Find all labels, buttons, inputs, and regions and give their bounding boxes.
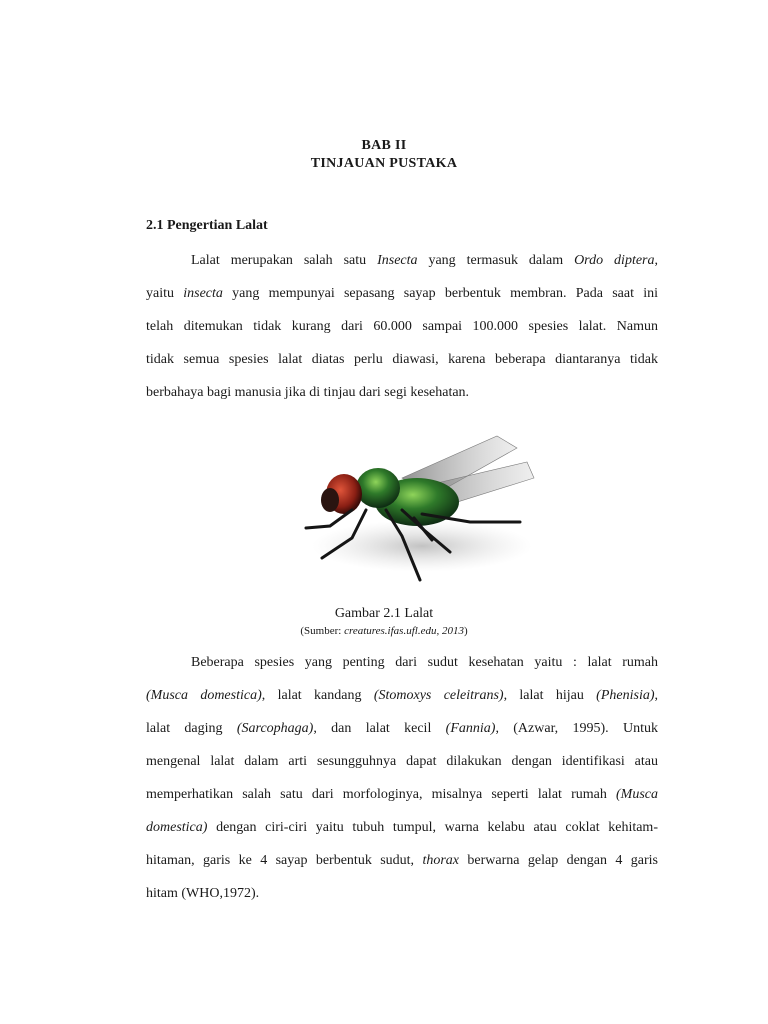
chapter-number: BAB II <box>361 138 407 153</box>
figure-source: (Sumber: creatures.ifas.ufl.edu, 2013) <box>300 625 468 637</box>
chapter-title: TINJAUAN PUSTAKA <box>310 156 458 171</box>
text-line: memperhatikan salah satu dari morfologinya, misalnya seperti lalat rumah (Musca <box>146 787 658 802</box>
text-line: hitaman, garis ke 4 sayap berbentuk sudut, thorax berwarna gelap dengan 4 garis <box>146 853 658 868</box>
text-line: yaitu insecta yang mempunyai sepasang sayap berbentuk membran. Pada saat ini <box>146 286 658 301</box>
paragraph-2 <box>146 646 658 910</box>
text-line: lalat daging (Sarcophaga), dan lalat kecil (Fannia), (Azwar, 1995). Untuk <box>146 721 658 736</box>
section-heading: 2.1 Pengertian Lalat <box>146 218 268 233</box>
text-line: mengenal lalat dalam arti sesungguhnya dapat dilakukan dengan identifikasi atau <box>146 754 658 769</box>
text-line: telah ditemukan tidak kurang dari 60.000 sampai 100.000 spesies lalat. Namun <box>146 319 658 334</box>
text-line: hitam (WHO,1972). <box>146 886 260 901</box>
text-line: berbahaya bagi manusia jika di tinjau dari segi kesehatan. <box>146 385 470 400</box>
text-line: Lalat merupakan salah satu Insecta yang termasuk dalam Ordo diptera, <box>191 253 658 268</box>
text-line: Beberapa spesies yang penting dari sudut kesehatan yaitu : lalat rumah <box>191 655 658 670</box>
text-line: (Musca domestica), lalat kandang (Stomoxys celeitrans), lalat hijau (Phenisia), <box>146 688 658 703</box>
text-line: domestica) dengan ciri-ciri yaitu tubuh tumpul, warna kelabu atau coklat kehitam- <box>146 820 658 835</box>
paragraph-1 <box>146 244 658 409</box>
fly-image <box>282 418 544 594</box>
figure-caption: Gambar 2.1 Lalat <box>334 606 434 621</box>
fly-figure <box>282 418 544 594</box>
text-line: tidak semua spesies lalat diatas perlu diawasi, karena beberapa diantaranya tidak <box>146 352 658 367</box>
